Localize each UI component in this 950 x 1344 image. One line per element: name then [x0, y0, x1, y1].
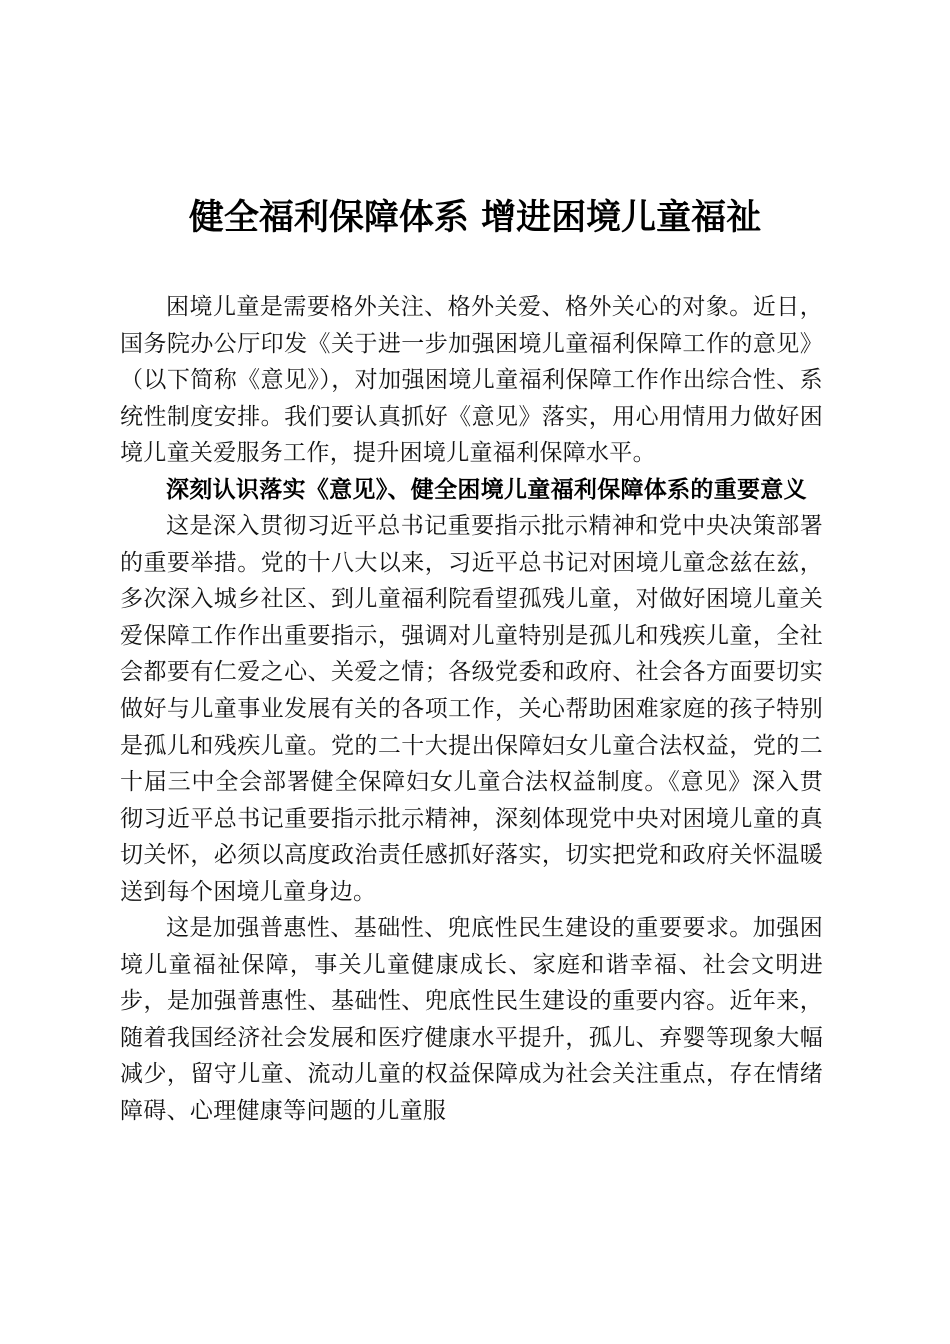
document-body [120, 289, 823, 1130]
section-heading: 深刻认识落实《意见》、健全困境儿童福利保障体系的重要意义 [166, 476, 807, 503]
paragraph-first-point: 这是深入贯彻习近平总书记重要指示批示精神和党中央决策部署的重要举措。党的十八大以来，习近平总书记对困境儿童念兹在兹，多次深入城乡社区、到儿童福利院看望孤残儿童，对做好困境儿童关爱保障工作作出重要指示，强调对儿童特别是孤儿和残疾儿童，全社会都要有仁爱之心、关爱之情；各级党委和政府、社会各方面要切实做好与儿童事业发展有关的各项工作，关心帮助困难家庭的孩子特别是孤儿和残疾儿童。党的二十大提出保障妇女儿童合法权益，党的二十届三中全会部署健全保障妇女儿童合法权益制度。《意见》深入贯彻习近平总书记重要指示批示精神，深刻体现党中央对困境儿童的真切关怀，必须以高度政治责任感抓好落实，切实把党和政府关怀温暖送到每个困境儿童身边。 [120, 513, 823, 905]
document-title: 健全福利保障体系 增进困境儿童福祉 [188, 197, 762, 238]
paragraph-second-point: 这是加强普惠性、基础性、兜底性民生建设的重要要求。加强困境儿童福祉保障，事关儿童健康成长、家庭和谐幸福、社会文明进步，是加强普惠性、基础性、兜底性民生建设的重要内容。近年来，随着我国经济社会发展和医疗健康水平提升，孤儿、弃婴等现象大幅减少，留守儿童、流动儿童的权益保障成为社会关注重点，存在情绪障碍、心理健康等问题的儿童服 [120, 915, 823, 1125]
paragraph-intro: 困境儿童是需要格外关注、格外关爱、格外关心的对象。近日，国务院办公厅印发《关于进一步加强困境儿童福利保障工作的意见》（以下简称《意见》），对加强困境儿童福利保障工作作出综合性、系统性制度安排。我们要认真抓好《意见》落实，用心用情用力做好困境儿童关爱服务工作，提升困境儿童福利保障水平。 [120, 294, 823, 467]
